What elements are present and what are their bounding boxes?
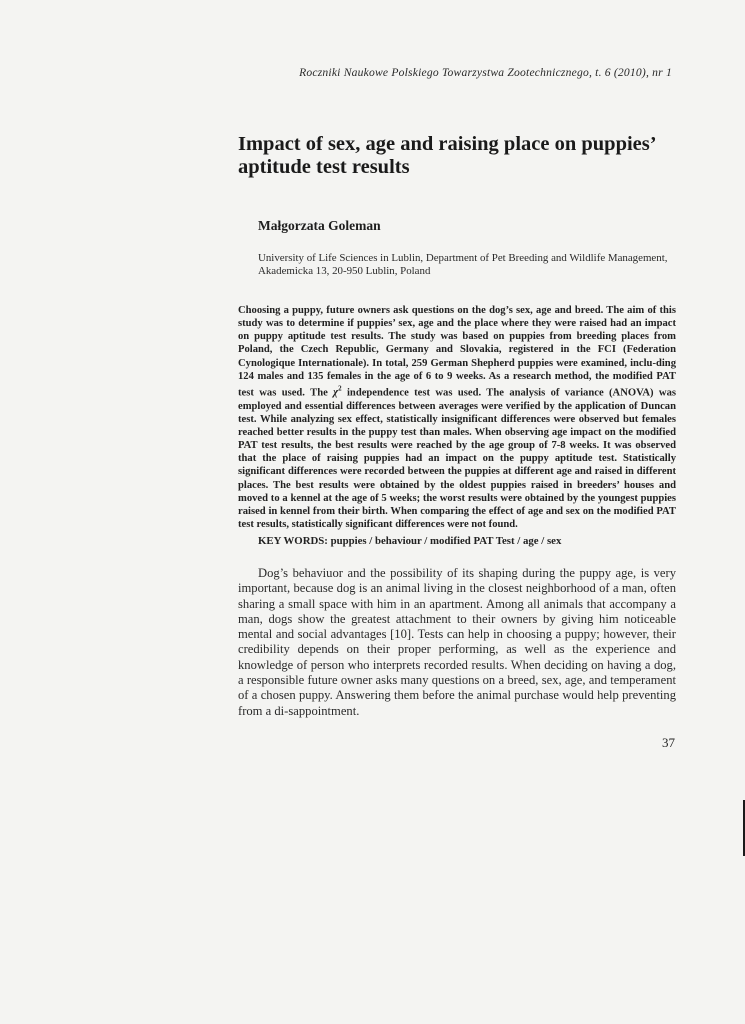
- abstract-text-2: independence test was used. The analysis of variance (ANOVA) was employed and essential differences between averages were verified by the application of Duncan test. While analyzing sex effect, statistically insignificant differences were observed but females reached better results in the puppy test than males. When observing age impact on the modified PAT test results, the best results were reached by the age group of 7-8 weeks. It was observed that the place of raising puppies had an impact on the puppy aptitude test. Statistically significant differences were recorded between the puppies at different age and raised in different places. The best results were obtained by the oldest puppies raised in breeders’ houses and moved to a kennel at the age of 5 weeks; the worst results were obtained by the youngest puppies raised in kennel from their birth. When comparing the effect of age and sex on the modified PAT test results, statistically significant differences were not found.: [238, 387, 676, 531]
- author-name: Małgorzata Goleman: [258, 218, 381, 233]
- author-affiliation: University of Life Sciences in Lublin, Department of Pet Breeding and Wildlife Management, Akademicka 13, 20-950 Lublin, Poland: [258, 252, 668, 278]
- keywords: KEY WORDS: puppies / behaviour / modified PAT Test / age / sex: [258, 535, 562, 547]
- chi-symbol: $\chi^2$: [333, 384, 342, 399]
- article-title: Impact of sex, age and raising place on puppies’ aptitude test results: [238, 133, 656, 178]
- page-number: 37: [662, 735, 675, 750]
- abstract-text-1: Choosing a puppy, future owners ask questions on the dog’s sex, age and breed. The aim of this study was to determine if puppies’ sex, age and the place where they were raised had an impact on puppy aptitude test results. The study was based on puppies from breeding places from Poland, the Czech Republic, Germany and Slovakia, registered in the FCI (Federation Cynologique Internationale). In total, 259 German Shepherd puppies were examined, inclu-ding 124 males and 135 females in the age of 6 to 9 weeks. As a research method, the modified PAT test was used. The: [238, 305, 676, 399]
- abstract: [238, 304, 676, 531]
- body-paragraph: Dog’s behaviuor and the possibility of its shaping during the puppy age, is very important, because dog is an animal living in the closest neighborhood of a man, often sharing a small space with him in an apartment. Among all animals that accompany a man, dogs show the greatest attachment to their owners by giving him noticeable mental and social advantages [10]. Tests can help in choosing a puppy; however, their credibility depends on their proper performing, as well as the experience and knowledge of person who interprets recorded results. When deciding on having a dog, a responsible future owner asks many questions on a breed, sex, age, and temperament of a chosen puppy. Answering them before the animal purchase would help preventing from a di-sappointment.: [238, 566, 676, 718]
- running-header: Roczniki Naukowe Polskiego Towarzystwa Zootechnicznego, t. 6 (2010), nr 1: [299, 66, 672, 79]
